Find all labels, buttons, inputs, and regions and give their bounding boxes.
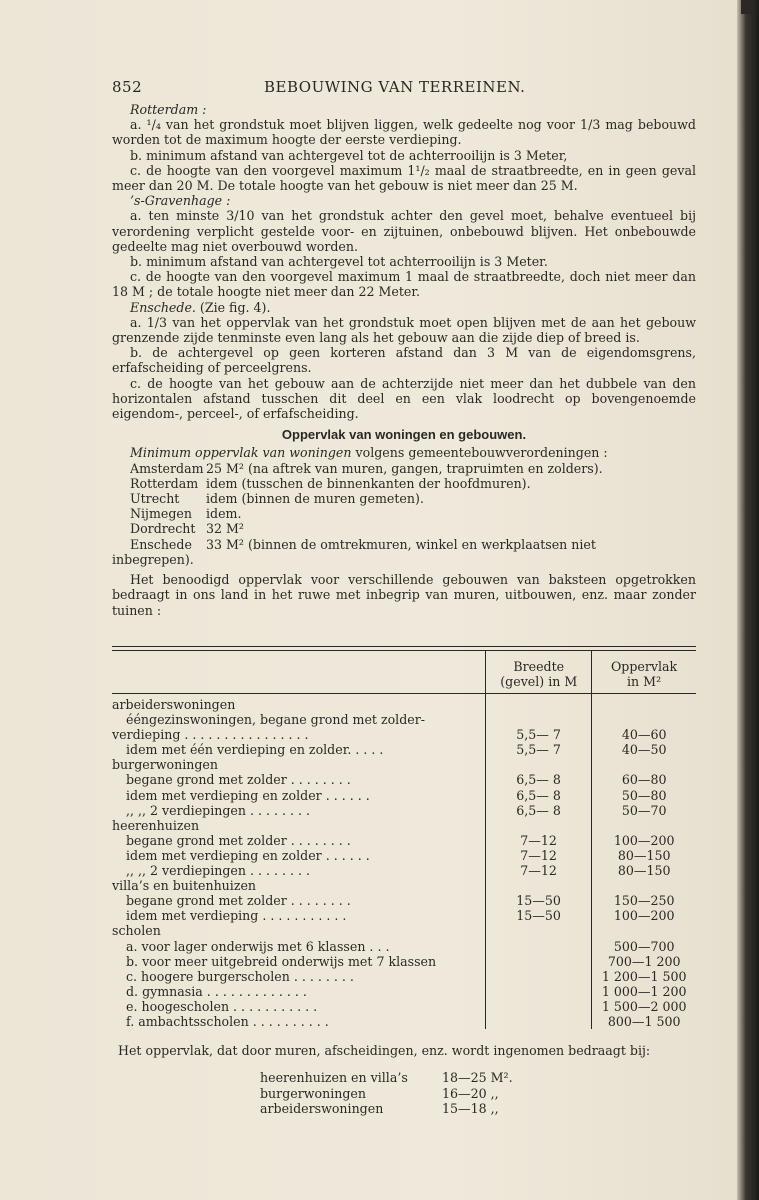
book-spine bbox=[737, 0, 759, 1200]
city-requirements-list bbox=[130, 461, 696, 552]
city-value: idem (tusschen de binnenkanten der hoofdmuren). bbox=[206, 475, 531, 491]
oppervlak-column bbox=[592, 694, 696, 1029]
wall-area-row bbox=[260, 1101, 696, 1116]
table-row-label: b. voor meer uitgebreid onderwijs met 7 klassen bbox=[126, 953, 437, 969]
table-row-oppervlak: 80—150 bbox=[617, 863, 671, 879]
city-name: Enschede bbox=[130, 536, 192, 552]
table-row-oppervlak: 100—200 bbox=[613, 832, 675, 848]
table-row-breedte bbox=[486, 954, 592, 969]
table-row-oppervlak bbox=[592, 757, 696, 772]
table-row-breedte bbox=[486, 1014, 592, 1029]
city-name: Amsterdam bbox=[130, 460, 204, 476]
table-row-breedte bbox=[486, 818, 592, 833]
rotterdam-heading: Rotterdam : bbox=[130, 102, 207, 117]
table-row-oppervlak: 60—80 bbox=[621, 772, 667, 788]
table-row-breedte: 7—12 bbox=[520, 863, 557, 879]
city-value: idem. bbox=[206, 506, 242, 522]
wall-area-row bbox=[260, 1070, 696, 1085]
header-oppervlak bbox=[592, 651, 696, 693]
table-row-label: burgerwoningen bbox=[112, 757, 218, 773]
table-row-oppervlak: 1 000—1 200 bbox=[601, 983, 687, 999]
table-row-oppervlak: 50—70 bbox=[621, 802, 667, 818]
city-name: Utrecht bbox=[130, 491, 180, 507]
table-row-label: ééngezinswoningen, begane grond met zolder- bbox=[126, 712, 425, 728]
section-heading: Oppervlak van woningen en gebouwen. bbox=[281, 427, 527, 443]
minimum-area-intro bbox=[112, 445, 696, 460]
table-row-breedte: 6,5— 8 bbox=[516, 787, 561, 803]
area-table bbox=[112, 646, 696, 1029]
gravenhage-rule-a: a. ten minste 3/10 van het grondstuk achter den gevel moet, behalve eventueel bij verordening verplicht gestelde voor- en zijtuinen, onbebouwd blijven. Het onbebouwde gedeelte mag niet overbouwd worden. bbox=[112, 208, 696, 254]
table-row-label: arbeiderswoningen bbox=[112, 697, 236, 712]
table-row-breedte bbox=[486, 939, 592, 954]
gravenhage-rule-b: b. minimum afstand van achtergevel tot achterrooilijn is 3 Meter. bbox=[130, 254, 548, 270]
spine-tab bbox=[741, 0, 755, 14]
gravenhage-heading: ’s-Gravenhage : bbox=[130, 193, 231, 209]
city-name: Rotterdam bbox=[130, 475, 199, 491]
table-row-label: idem met verdieping . . . . . . . . . . . bbox=[126, 908, 347, 924]
city-value: 33 M² (binnen de omtrekmuren, winkel en werkplaatsen niet bbox=[206, 536, 596, 552]
table-row-label: begane grond met zolder . . . . . . . . bbox=[126, 832, 351, 848]
table-row-oppervlak: 1 200—1 500 bbox=[601, 968, 687, 984]
table-row-label: idem met verdieping en zolder . . . . . . bbox=[126, 847, 370, 863]
running-title: BEBOUWING VAN TERREINEN. bbox=[264, 78, 526, 96]
table-row-label: a. voor lager onderwijs met 6 klassen . . . bbox=[126, 938, 390, 954]
table-row-oppervlak bbox=[592, 712, 696, 727]
table-row-oppervlak bbox=[592, 923, 696, 938]
table-row-label: begane grond met zolder . . . . . . . . bbox=[126, 772, 351, 788]
city-list-continuation: inbegrepen). bbox=[112, 551, 194, 567]
table-row-oppervlak: 80—150 bbox=[617, 847, 671, 863]
wall-area-type: burgerwoningen bbox=[260, 1085, 366, 1101]
table-row-oppervlak: 40—60 bbox=[621, 727, 667, 743]
body-text bbox=[112, 102, 696, 618]
city-row bbox=[130, 476, 696, 491]
table-row-oppervlak bbox=[592, 878, 696, 893]
rotterdam-rule-b: b. minimum afstand van achtergevel tot de achterrooilijn is 3 Meter, bbox=[130, 147, 568, 163]
table-row-breedte: 5,5— 7 bbox=[516, 727, 561, 743]
table-row-label: scholen bbox=[112, 923, 161, 939]
table-row-oppervlak: 1 500—2 000 bbox=[601, 998, 687, 1014]
header-breedte-line2: (gevel) in M bbox=[500, 674, 578, 690]
wall-area-row bbox=[260, 1086, 696, 1101]
header-breedte-line1: Breedte bbox=[513, 659, 565, 674]
table-row-breedte bbox=[486, 697, 592, 712]
table-row-label: heerenhuizen bbox=[112, 817, 200, 833]
city-row bbox=[130, 461, 696, 476]
minimum-area-source: volgens gemeentebouwverordeningen : bbox=[351, 445, 608, 461]
table-row-oppervlak: 50—80 bbox=[621, 787, 667, 803]
table-row-breedte: 15—50 bbox=[516, 893, 561, 909]
table-row-oppervlak: 500—700 bbox=[613, 938, 675, 954]
city-row bbox=[130, 491, 696, 506]
table-row-breedte bbox=[486, 712, 592, 727]
table-row-oppervlak: 40—50 bbox=[621, 742, 667, 758]
table-row-breedte bbox=[486, 969, 592, 984]
table-row-label: f. ambachtsscholen . . . . . . . . . . bbox=[126, 1013, 329, 1029]
wall-area-note bbox=[112, 1030, 696, 1116]
wall-area-value: 16—20 ,, bbox=[442, 1085, 499, 1101]
header-oppervlak-line2: in M² bbox=[627, 674, 662, 690]
table-row-oppervlak: 150—250 bbox=[613, 893, 675, 909]
table-row-label: ,, ,, 2 verdiepingen . . . . . . . . bbox=[126, 863, 311, 879]
table-row-label: idem met verdieping en zolder . . . . . . bbox=[126, 787, 370, 803]
table-row-oppervlak bbox=[592, 818, 696, 833]
city-value: 25 M² (na aftrek van muren, gangen, trapruimten en zolders). bbox=[206, 460, 603, 476]
header-breedte bbox=[486, 651, 592, 693]
table-row-label: c. hoogere burgerscholen . . . . . . . . bbox=[126, 968, 354, 984]
table-body bbox=[112, 694, 696, 1029]
minimum-area-term: Minimum oppervlak van woningen bbox=[130, 445, 352, 461]
table-row-breedte bbox=[486, 999, 592, 1014]
wall-area-value: 15—18 ,, bbox=[442, 1100, 499, 1116]
enschede-rule-c: c. de hoogte van het gebouw aan de achterzijde niet meer dan het dubbele van den horizontalen afstand tusschen dit deel en een vlak loodrecht op bovengenoemde eigendom-, perceel-, of erfafscheiding. bbox=[112, 375, 696, 422]
rotterdam-rule-c: c. de hoogte van den voorgevel maximum 1¹/₂ maal de straatbreedte, en in geen geval meer dan 20 M. De totale hoogte van het gebouw is niet meer dan 25 M. bbox=[112, 162, 696, 194]
table-row-breedte: 5,5— 7 bbox=[516, 742, 561, 758]
table-row-breedte: 6,5— 8 bbox=[516, 772, 561, 788]
wall-area-list bbox=[112, 1070, 696, 1116]
table-row-breedte: 7—12 bbox=[520, 847, 557, 863]
page-number: 852 bbox=[112, 78, 143, 96]
wall-area-value: 18—25 M². bbox=[442, 1070, 513, 1086]
enschede-rule-b: b. de achtergevel op geen korteren afstand dan 3 M van de eigendomsgrens, erfafscheiding of perceelgrens. bbox=[112, 345, 696, 376]
table-row-label: idem met één verdieping en zolder. . . . . bbox=[126, 742, 384, 758]
table-row-breedte bbox=[486, 878, 592, 893]
header-label-cell bbox=[112, 651, 486, 693]
enschede-heading-line bbox=[112, 300, 696, 315]
table-row-breedte bbox=[486, 757, 592, 772]
table-row-breedte: 15—50 bbox=[516, 908, 561, 924]
wall-area-type: heerenhuizen en villa’s bbox=[260, 1070, 408, 1086]
city-name: Nijmegen bbox=[130, 506, 192, 522]
table-row-label: ,, ,, 2 verdiepingen . . . . . . . . bbox=[126, 802, 311, 818]
enschede-rule-a: a. 1/3 van het oppervlak van het grondstuk moet open blijven met de aan het gebouw grenzende zijde tenminste even lang als het gebouw aan die zijde diep of breed is. bbox=[112, 314, 696, 346]
running-header bbox=[112, 78, 692, 100]
breedte-column bbox=[486, 694, 593, 1029]
table-row-oppervlak: 700—1 200 bbox=[607, 953, 681, 969]
city-row bbox=[130, 521, 696, 536]
table-row-breedte bbox=[486, 923, 592, 938]
city-name: Dordrecht bbox=[130, 521, 196, 537]
table-intro: Het benoodigd oppervlak voor verschillende gebouwen van baksteen opgetrokken bedraagt in ons land in het ruwe met inbegrip van muren, uitbouwen, enz. maar zonder tuinen : bbox=[112, 572, 696, 618]
rotterdam-rule-a: a. ¹/₄ van het grondstuk moet blijven liggen, welk gedeelte nog voor 1/3 mag bebouwd worden tot de maximum hoogte der eerste verdieping. bbox=[112, 117, 696, 148]
city-row bbox=[130, 506, 696, 521]
label-column bbox=[112, 694, 486, 1029]
enschede-heading: Enschede. bbox=[130, 299, 196, 315]
table-header bbox=[112, 651, 696, 694]
table-row-oppervlak: 100—200 bbox=[613, 908, 675, 924]
table-row-breedte bbox=[486, 984, 592, 999]
wall-area-type: arbeiderswoningen bbox=[260, 1100, 384, 1116]
table-row-breedte: 6,5— 8 bbox=[516, 802, 561, 818]
table-row-oppervlak: 800—1 500 bbox=[607, 1013, 681, 1029]
header-oppervlak-line1: Oppervlak bbox=[610, 659, 678, 674]
wall-area-lead: Het oppervlak, dat door muren, afscheidingen, enz. wordt ingenomen bedraagt bij: bbox=[118, 1042, 651, 1058]
table-row-breedte: 7—12 bbox=[520, 832, 557, 848]
city-value: 32 M² bbox=[206, 521, 244, 537]
table-row-label: e. hoogescholen . . . . . . . . . . . bbox=[126, 998, 318, 1014]
table-row-label: villa’s en buitenhuizen bbox=[112, 878, 257, 894]
city-value: idem (binnen de muren gemeten). bbox=[206, 491, 424, 507]
enschede-figure-ref: (Zie fig. 4). bbox=[195, 299, 271, 315]
table-row-label: begane grond met zolder . . . . . . . . bbox=[126, 893, 351, 909]
table-row-oppervlak bbox=[592, 697, 696, 712]
gravenhage-rule-c: c. de hoogte van den voorgevel maximum 1 maal de straatbreedte, doch niet meer dan 18 M ; de totale hoogte niet meer dan 22 Meter. bbox=[112, 269, 696, 300]
table-row-label: d. gymnasia . . . . . . . . . . . . . bbox=[126, 983, 307, 999]
table-row-label: verdieping . . . . . . . . . . . . . . . . bbox=[112, 727, 309, 743]
city-row bbox=[130, 537, 696, 552]
